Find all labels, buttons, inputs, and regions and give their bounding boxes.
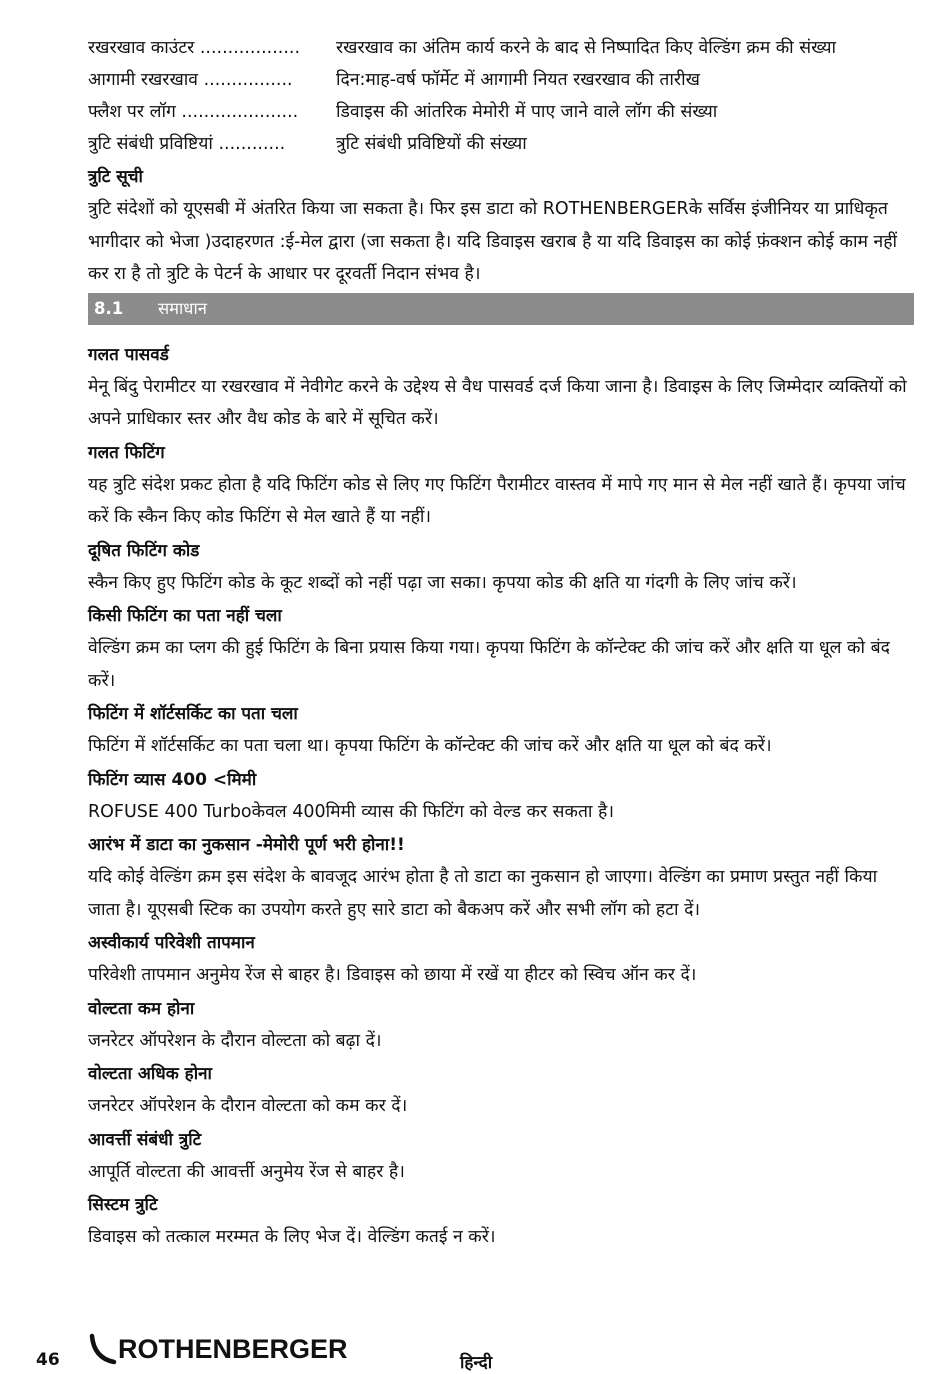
definition-term: रखरखाव काउंटर ..................	[88, 38, 301, 58]
solution-text: आपूर्ति वोल्टता की आवर्त्ती अनुमेय रेंज से बाहर है।	[88, 1161, 405, 1182]
solution-heading: गलत फिटिंग	[88, 442, 165, 463]
solution-heading: अस्वीकार्य परिवेशी तापमान	[88, 933, 255, 953]
solution-text: डिवाइस को तत्काल मरम्मत के लिए भेज दें। वेल्डिंग कतई न करें।	[88, 1227, 496, 1247]
error-list-text: त्रुटि संदेशों को यूएसबी में अंतरित किया जा सकता है। फिर इस डाटा को ROTHENBERGERके सर्विस इंजीनियर या प्राधिकृत भागीदार को भेजा )उदाहरणत :ई-मेल द्वारा (जा सकता है। यदि डिवाइस खराब है या यदि डिवाइस का कोई फ़ंक्शन कोई काम नहीं कर रा है तो त्रुटि के पेटर्न के आधार पर दूरवर्ती निदान संभव है।	[88, 199, 898, 284]
definition-desc: रखरखाव का अंतिम कार्य करने के बाद से निष्पादित किए वेल्डिंग क्रम की संख्या	[336, 38, 837, 58]
page-number: 46	[36, 1350, 60, 1370]
solution-text: जनरेटर ऑपरेशन के दौरान वोल्टता को कम कर दें।	[88, 1096, 408, 1116]
solution-heading: दूषित फिटिंग कोड	[88, 540, 200, 561]
definition-row	[88, 96, 914, 128]
solution-text: स्कैन किए हुए फिटिंग कोड के कूट शब्दों को नहीं पढ़ा जा सका। कृपया कोड की क्षति या गंदगी के लिए जांच करें।	[88, 572, 797, 593]
error-list-heading: त्रुटि सूची	[88, 167, 143, 187]
solution-heading: वोल्टता अधिक होना	[88, 1064, 212, 1084]
definition-term: आगामी रखरखाव ................	[88, 70, 293, 90]
definition-desc: दिन:माह-वर्ष फॉर्मेट में आगामी नियत रखरखाव की तारीख	[336, 70, 700, 90]
definition-desc: त्रुटि संबंधी प्रविष्टियों की संख्या	[336, 134, 527, 154]
definition-row	[88, 128, 914, 160]
definition-row	[88, 32, 914, 64]
solution-text: परिवेशी तापमान अनुमेय रेंज से बाहर है। डिवाइस को छाया में रखें या हीटर को स्विच ऑन कर दें।	[88, 965, 697, 985]
rothenberger-logo	[88, 1328, 348, 1368]
solution-text: यदि कोई वेल्डिंग क्रम इस संदेश के बावजूद आरंभ होता है तो डाटा का नुकसान हो जाएगा। वेल्डिंग का प्रमाण प्रस्तुत नहीं किया जाता है। यूएसबी स्टिक का उपयोग करते हुए सारे डाटा को बैकअप करें और सभी लॉग को हटा दें।	[88, 867, 878, 920]
solution-text: फिटिंग में शॉर्टसर्किट का पता चला था। कृपया फिटिंग के कॉन्टेक्ट की जांच करें और क्षति या धूल को बंद करें।	[88, 736, 772, 756]
solution-text: मेनू बिंदु पेरामीटर या रखरखाव में नेवीगेट करने के उद्देश्य से वैध पासवर्ड दर्ज किया जाना है। डिवाइस के लिए जिम्मेदार व्यक्तियों को अपने प्राधिकार स्तर और वैध कोड के बारे में सूचित करें।	[88, 376, 907, 429]
solution-heading: वोल्टता कम होना	[88, 998, 195, 1019]
solution-heading: गलत पासवर्ड	[88, 344, 169, 365]
solution-heading: फिटिंग में शॉर्टसर्किट का पता चला	[88, 704, 298, 724]
solution-heading: आरंभ में डाटा का नुकसान -मेमोरी पूर्ण भरी होना!!	[88, 835, 405, 855]
section-title: समाधान	[158, 298, 207, 318]
solution-heading: सिस्टम त्रुटि	[88, 1195, 158, 1215]
solution-text: जनरेटर ऑपरेशन के दौरान वोल्टता को बढ़ा दें।	[88, 1030, 382, 1051]
definition-term: त्रुटि संबंधी प्रविष्टियां ............	[88, 134, 286, 154]
solution-text: यह त्रुटि संदेश प्रकट होता है यदि फिटिंग कोड से लिए गए फिटिंग पैरामीटर वास्तव में मापे गए मान से मेल नहीं खाते हैं। कृपया जांच करें कि स्कैन किए कोड फिटिंग से मेल खाते हैं या नहीं।	[88, 474, 906, 527]
brand-name: ROTHENBERGER	[118, 1334, 348, 1364]
solution-text: ROFUSE 400 Turboकेवल 400मिमी व्यास की फिटिंग को वेल्ड कर सकता है।	[88, 801, 614, 822]
section-number: 8.1	[94, 298, 124, 318]
page-content	[88, 32, 914, 1254]
solution-heading: किसी फिटिंग का पता नहीं चला	[88, 606, 282, 626]
footer-language: हिन्दी	[460, 1353, 493, 1373]
solution-heading: फिटिंग व्यास 400 <मिमी	[88, 769, 257, 790]
definition-term: फ्लैश पर लॉग .....................	[88, 102, 299, 122]
section-header	[88, 293, 914, 325]
definition-desc: डिवाइस की आंतरिक मेमोरी में पाए जाने वाले लॉग की संख्या	[336, 102, 718, 122]
definition-row	[88, 64, 914, 96]
solution-text: वेल्डिंग क्रम का प्लग की हुई फिटिंग के बिना प्रयास किया गया। कृपया फिटिंग के कॉन्टेक्ट की जांच करें और क्षति या धूल को बंद करें।	[88, 638, 890, 691]
solution-heading: आवर्त्ती संबंधी त्रुटि	[88, 1129, 202, 1150]
